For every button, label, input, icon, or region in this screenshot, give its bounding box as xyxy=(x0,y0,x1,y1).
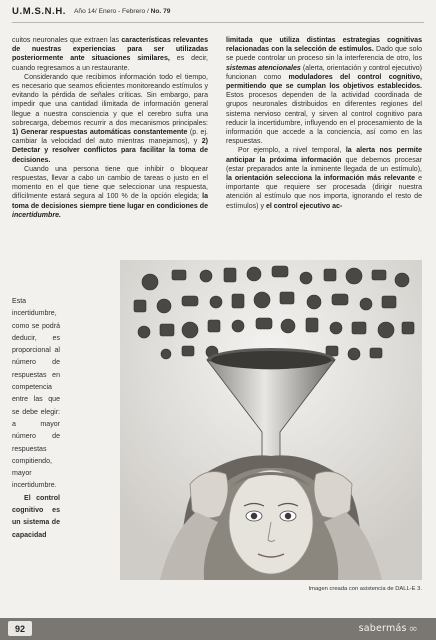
sabermas-logo xyxy=(359,622,418,635)
text-run: Dado que solo se puede controlar un proceso sin la interferencia de otro, los xyxy=(226,46,422,63)
text-run: que debemos procesar (estar preparados ante la inminente llegada de un estímulo), xyxy=(226,156,422,173)
text-run: la orientación selecciona la información más relevante xyxy=(226,175,416,183)
text-run: cuitos neuronales que extraen las xyxy=(12,37,122,44)
text-run: incertidumbre. xyxy=(12,211,61,219)
text-run: Cuando una persona tiene que inhibir o bloquear respuestas, llevar a cabo un cambio de tareas o justo en el momento en el que tiene que seleccionar una respuesta, difícilmente estará segura al 100 % de la opción elegida; xyxy=(12,165,208,201)
right-paragraph-2 xyxy=(226,146,422,210)
page-header xyxy=(12,0,424,23)
page-footer xyxy=(0,618,436,640)
text-run: la alerta nos permite anticipar la próxima información xyxy=(226,147,422,164)
figure-caption: Imagen creada con asistencia de DALL-E 3. xyxy=(308,586,422,592)
text-run: Considerando que recibimos información todo el tiempo, es necesario que seamos eficientes monitoreando estímulos y evitando la pérdida de señales críticas. Sin embargo, para impedir que una cantidad ilimitada de información general llegue a nuestra consciencia y que el cerebro sufra una sobrecarga, debemos recurrir a dos mecanismos principales: xyxy=(12,73,208,127)
right-text-column xyxy=(226,36,422,211)
text-run: 2) Detectar y resolver conflictos para facilitar la toma de decisiones. xyxy=(12,138,208,164)
text-run: moduladores del control cognitivo, permitiendo que se cumplan los objetivos establecidos. xyxy=(226,73,422,91)
text-run: e importante que requiere ser procesada (dirigir nuestra atención al estímulo que nos importa, ignorando el resto de estímulos) y xyxy=(226,175,422,210)
narrow-paragraph-1 xyxy=(12,296,60,493)
page-number: 92 xyxy=(8,621,32,636)
text-run: Estos procesos dependen de la actividad coordinada de grupos neuronales distribuidos en diferentes regiones del sistema nervioso central, y sirven al control cognitivo para reducir la incertidumbre, influyendo en el procesamiento de la información que accede a la conciencia, así como en las respuestas. xyxy=(226,92,422,146)
text-run: características relevantes de nuestras experiencias para ser utilizadas posteriormente ante situaciones similares, xyxy=(12,37,208,63)
text-run: 1) Generar respuestas automáticas constantemente xyxy=(12,129,188,137)
text-run: (alerta, orientación y control ejecutivo) funcionan como xyxy=(226,64,422,81)
logo-text: sabermás xyxy=(358,623,407,634)
text-run: sistemas atencionales xyxy=(226,64,301,72)
right-paragraph-1 xyxy=(226,36,422,146)
logo-mark-icon: ∞ xyxy=(408,622,418,635)
text-run: Por ejemplo, a nivel temporal, xyxy=(238,147,346,155)
left-text-column xyxy=(12,36,208,220)
issue-info xyxy=(74,8,170,15)
text-run: El control cognitivo es un sistema de capacidad xyxy=(12,494,60,539)
left-paragraph-3 xyxy=(12,165,208,220)
text-run: Esta incertidumbre, como se podrá deducir, es proporcional al número de respuestas en competencia entre las que se debe elegir: a mayor número de respuestas compitiendo, mayor incertidumbre. xyxy=(12,298,60,490)
issue-number: No. 79 xyxy=(150,7,171,15)
narrow-text-column xyxy=(12,296,60,542)
issue-prefix: Año 14/ Enero - Febrero / xyxy=(74,7,151,15)
funnel-head-illustration xyxy=(120,260,422,580)
left-paragraph-2 xyxy=(12,73,208,165)
narrow-paragraph-2 xyxy=(12,493,60,542)
text-run: la toma de decisiones siempre tiene lugar en condiciones de xyxy=(12,193,208,210)
text-run: el control ejecutivo ac- xyxy=(265,202,343,210)
text-run: es decir, cuando regresamos a un restaurante. xyxy=(12,55,208,72)
illustration-figure xyxy=(120,260,422,580)
left-paragraph-1 xyxy=(12,36,208,73)
text-run: (p. ej. cambiar la velocidad del auto mientras manejamos), y xyxy=(12,129,208,146)
journal-brand: U.M.S.N.H. xyxy=(12,5,67,17)
text-run: limitada que utiliza distintas estrategias cognitivas relacionadas con la selección de estímulos. xyxy=(226,37,422,54)
